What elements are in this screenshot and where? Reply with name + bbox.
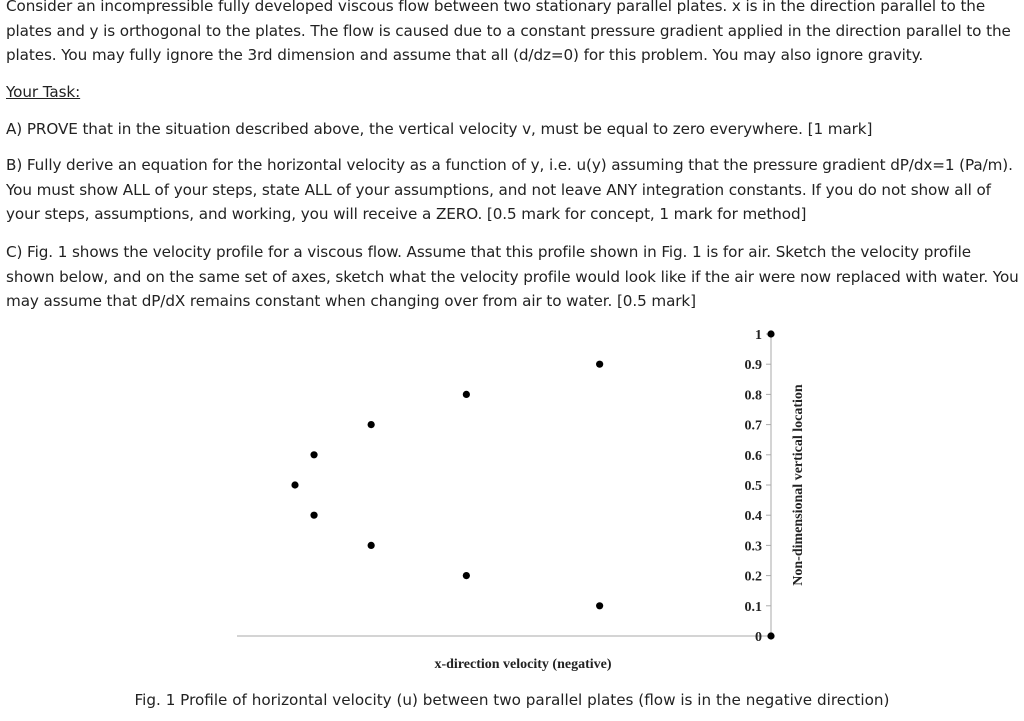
y-tick-label: 0.6	[744, 448, 762, 464]
data-point	[596, 602, 603, 609]
y-tick-label: 0.3	[744, 539, 762, 555]
figure-caption: Fig. 1 Profile of horizontal velocity (u) between two parallel plates (flow is in the negative direction)	[134, 691, 890, 709]
task-heading: Your Task:	[6, 83, 81, 101]
y-tick-label: 1	[755, 328, 762, 343]
data-point	[463, 572, 470, 579]
data-points	[291, 330, 774, 639]
y-tick-label: 0	[755, 630, 762, 645]
y-tick-label: 0.5	[744, 479, 762, 494]
part-b-text: B) Fully derive an equation for the horizontal velocity as a function of y, i.e. u(y) assuming that the pressure gradient dP/dx=1 (Pa/m). You must show ALL of your steps, state ALL of your assumptions, and not leave ANY integration constants. If you do not show all of your steps, assumptions, and working, you will receive a ZERO. [0.5 mark for concept, 1 mark for method]	[6, 156, 1013, 223]
y-tick-label: 0.9	[744, 358, 762, 374]
data-point	[310, 451, 317, 458]
data-point	[767, 632, 774, 639]
problem-intro: Consider an incompressible fully developed viscous flow between two stationary parallel plates. x is in the direction parallel to the plates and y is orthogonal to the plates. The flow is caused due to a constant pressure gradient applied in the direction parallel to the plates. You may fully ignore the 3rd dimension and assume that all (d/dz=0) for this problem. You may also ignore gravity.	[6, 0, 1011, 64]
x-axis-label: x-direction velocity (negative)	[434, 657, 612, 672]
data-point	[368, 542, 375, 549]
part-c-text: C) Fig. 1 shows the velocity profile for a viscous flow. Assume that this profile shown in Fig. 1 is for air. Sketch the velocity profile shown below, and on the same set of axes, sketch what the velocity profile would look like if the air were now replaced with water. You may assume that dP/dX remains constant when changing over from air to water. [0.5 mark]	[6, 243, 1019, 310]
data-point	[767, 330, 774, 337]
data-point	[368, 421, 375, 428]
y-axis-ticks	[745, 328, 772, 645]
data-point	[463, 391, 470, 398]
y-tick-label: 0.4	[744, 509, 762, 525]
data-point	[291, 481, 298, 488]
data-point	[596, 361, 603, 368]
data-point	[310, 512, 317, 519]
velocity-profile-chart	[0, 320, 1024, 690]
y-tick-label: 0.8	[744, 388, 762, 404]
y-tick-label: 0.7	[744, 418, 762, 434]
part-a-text: A) PROVE that in the situation described above, the vertical velocity v, must be equal to zero everywhere. [1 mark]	[6, 120, 873, 138]
y-tick-label: 0.2	[744, 569, 762, 585]
y-tick-label: 0.1	[744, 599, 762, 615]
y-axis-label: Non-dimensional vertical location	[791, 384, 806, 586]
